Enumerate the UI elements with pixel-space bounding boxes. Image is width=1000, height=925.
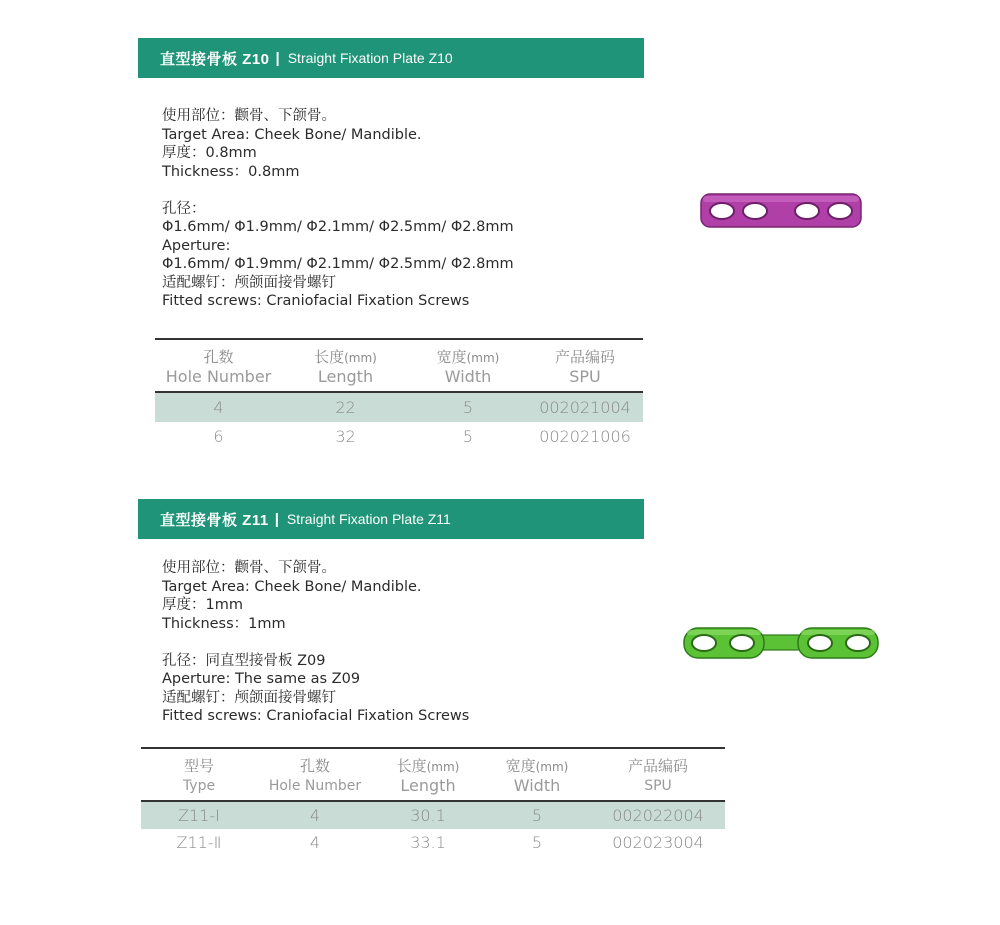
spec-line: Target Area: Cheek Bone/ Mandible. — [162, 578, 422, 595]
cell-length: 32 — [335, 427, 356, 446]
spec-gap — [162, 633, 469, 652]
header-width-cn: 宽度(mm) — [436, 348, 500, 366]
spec-table-z10 — [155, 338, 643, 451]
header-spu-cn: 产品编码 — [627, 757, 688, 775]
spec-line: Φ1.6mm/ Φ1.9mm/ Φ2.1mm/ Φ2.5mm/ Φ2.8mm — [162, 219, 514, 235]
cell-length: 30.1 — [373, 801, 483, 829]
spec-line: Aperture: — [162, 237, 231, 254]
spec-block-z11 — [162, 559, 469, 726]
cell-width: 5 — [462, 427, 474, 446]
banner-separator: | — [275, 49, 280, 67]
table-row — [141, 801, 725, 829]
spec-line: 孔径： — [162, 200, 206, 217]
plate-z11-image — [683, 626, 879, 660]
spec-line: 适配螺钉：颅颌面接骨螺钉 — [162, 689, 336, 706]
spec-table-z11 — [141, 747, 725, 856]
header-spu-en: SPU — [644, 777, 672, 794]
banner-separator: | — [274, 510, 279, 528]
spec-line: 厚度：1mm — [162, 597, 243, 613]
section-banner-z10 — [138, 38, 644, 78]
table-row — [155, 392, 643, 422]
plate-z10-image — [700, 193, 862, 229]
cell-spu: 002022004 — [591, 801, 725, 829]
header-length-en: Length — [400, 776, 456, 795]
table-row — [141, 829, 725, 856]
spec-block-z10 — [162, 107, 514, 311]
banner-title-en: Straight Fixation Plate Z11 — [286, 511, 451, 527]
header-holes-cn: 孔数 — [299, 757, 330, 775]
spec-line: Target Area: Cheek Bone/ Mandible. — [162, 126, 422, 143]
header-length-cn: 长度(mm) — [396, 757, 460, 775]
cell-holes: 4 — [155, 392, 282, 422]
header-width-en: Width — [513, 776, 561, 795]
spec-line: Fitted screws: Craniofacial Fixation Screws — [162, 708, 470, 724]
spec-line: 适配螺钉：颅颌面接骨螺钉 — [162, 274, 336, 291]
spec-line: 孔径：同直型接骨板 Z09 — [162, 652, 326, 669]
header-type-en: Type — [182, 777, 216, 794]
header-spu-cn: 产品编码 — [554, 348, 615, 366]
header-width-cn: 宽度(mm) — [505, 757, 569, 775]
cell-length: 22 — [282, 392, 409, 422]
cell-width: 5 — [531, 833, 543, 852]
spec-line: Thickness：1mm — [162, 615, 286, 632]
cell-holes: 4 — [309, 833, 321, 852]
spec-line: Fitted screws: Craniofacial Fixation Screws — [162, 293, 470, 309]
cell-holes: 6 — [213, 427, 224, 446]
header-holes-en: Hole Number — [268, 777, 362, 794]
spec-line: Aperture: The same as Z09 — [162, 671, 361, 687]
cell-type: Z11-Ⅱ — [176, 833, 222, 852]
cell-spu: 002021006 — [539, 427, 631, 446]
spec-line: Φ1.6mm/ Φ1.9mm/ Φ2.1mm/ Φ2.5mm/ Φ2.8mm — [162, 256, 514, 272]
table-row — [155, 422, 643, 451]
cell-spu: 002021004 — [527, 392, 643, 422]
spec-line: 使用部位：颧骨、下颌骨。 — [162, 108, 336, 124]
cell-type: Z11-Ⅰ — [141, 801, 257, 829]
cell-width: 5 — [409, 392, 527, 422]
banner-title-cn: 直型接骨板 Z10 — [160, 50, 270, 68]
section-banner-z11 — [138, 499, 644, 539]
header-holes-cn: 孔数 — [203, 348, 234, 366]
spec-line: Thickness：0.8mm — [162, 163, 300, 180]
cell-length: 33.1 — [410, 833, 446, 852]
spec-line: 使用部位：颧骨、下颌骨。 — [162, 560, 336, 576]
header-type-cn: 型号 — [183, 757, 214, 775]
banner-title-cn: 直型接骨板 Z11 — [160, 511, 269, 529]
spec-gap — [162, 181, 514, 200]
cell-spu: 002023004 — [612, 833, 704, 852]
header-length-cn: 长度(mm) — [314, 348, 377, 366]
spec-line: 厚度：0.8mm — [162, 145, 257, 161]
header-spu-en: SPU — [569, 367, 601, 386]
cell-width: 5 — [483, 801, 591, 829]
header-width-en: Width — [444, 367, 492, 386]
header-length-en: Length — [317, 367, 374, 386]
header-holes-en: Hole Number — [165, 367, 272, 386]
banner-title-en: Straight Fixation Plate Z10 — [287, 50, 453, 66]
cell-holes: 4 — [257, 801, 373, 829]
